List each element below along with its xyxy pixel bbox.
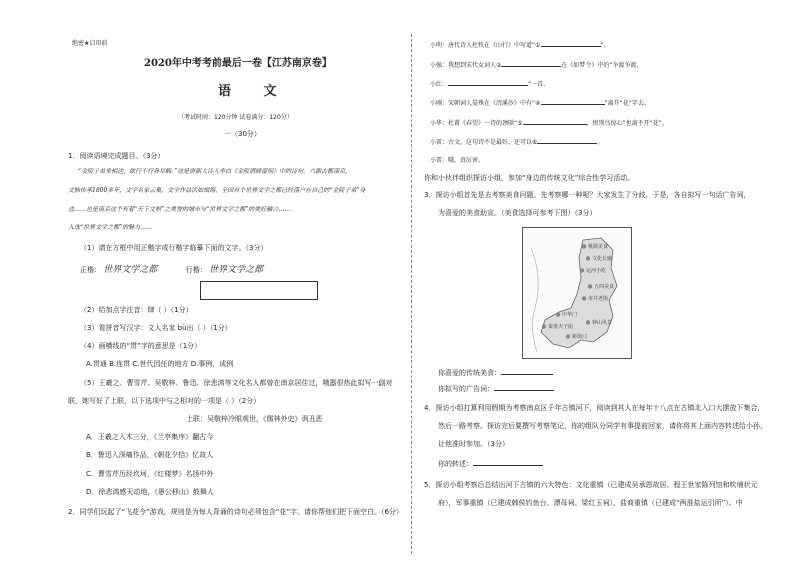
q3-stem-b: 为喜爱的美食助宣。（美食选择可参考下图）（3分） [438,209,597,217]
poem-line-7: 小雷：哦，真厉害。 [430,157,485,164]
map-pin-icon [582,244,586,248]
relay-blank[interactable] [473,465,543,466]
poem-line-3 [430,81,549,89]
poem-line-6-text: 小雷：古文，这句诗不是最好，还可以⑥ [430,139,538,146]
map-label: 中华门 [562,312,578,318]
q1-passage-2: 文脉传承1800多年，文学名家云集，文学作品浩如烟海，全国首个世界文学之都已经落户在自己的“金陵子弟”身 [68,187,366,194]
q5-stem-a: 5．探访小组考察后总结出河下古镇的六大特色：文化重镇（已建成吴承恩故居、程王世家陈列馆和吹埔状元 [424,481,758,489]
option-d[interactable]: D．徐悲鸿感天动地，《愚公移山》鼓舞人 [86,488,214,496]
food-map [522,227,632,359]
poem-line-1-end: ”。 [600,42,610,49]
column-divider [411,34,412,554]
poem-line-2-end: 在《如梦令》中的“争渡争渡， [561,62,643,69]
kaishu-row [80,265,263,276]
fav-food-label: 你喜爱的传统美食： [438,369,501,377]
map-region [541,238,617,348]
blank-2[interactable] [501,66,561,67]
q4-stem-c: 让他准时参加。（3分） [438,440,509,448]
poem-line-4-text: 小刚：宋朝词人晏殊在《浣溪沙》中有“④ [430,100,541,107]
q1-sub5-b: 联，她写好了上联，以下选项中与之相对的一项是（ ）（2分） [68,397,261,405]
exam-title: 2020年中考考前最后一卷【江苏南京卷】 [144,58,332,69]
map-label: 钟山风景 [592,320,613,326]
fav-food-blank[interactable] [501,374,553,375]
poem-line-5-end: ，恨别鸟惊心”也离不开“花”。 [586,120,668,127]
map-label: 文化长廊 [592,256,613,262]
xingshu-sample: 世界文学之都 [208,265,263,275]
poem-line-6-end: 。 [597,139,604,146]
q1-sub1: （1）请在方框中用正楷字或行楷字临摹下面的文字。（3分） [80,244,268,252]
secret-label: 绝密★启用前 [72,40,108,47]
poem-line-1-text: 小明：唐代诗人杜牧在《山行》中写道“① [430,42,541,49]
xingshu-label: 行楷： [185,266,207,274]
kaishu-sample: 世界文学之都 [103,265,158,275]
map-pin-icon [580,268,584,272]
poem-line-4-end: ”离开“花”字去。 [604,100,650,107]
q1-sub2: （2）给加点字注音：肆（ ）（1分） [80,306,193,314]
q1-sub3: （3）看拼音写汉字：文人名家 bù出（ ）（1分） [80,324,232,332]
blank-5[interactable] [523,124,587,125]
map-pin-icon [586,320,590,324]
poem-line-5 [430,120,668,128]
poem-line-4 [430,100,650,108]
poem-line-1 [430,42,610,50]
map-label: 桃源美食 [588,244,609,250]
map-pin-icon [566,334,570,338]
relay-row [438,460,543,469]
copy-box[interactable] [200,281,318,300]
map-pin-icon [582,296,586,300]
blank-1[interactable] [541,46,601,47]
map-pin-icon [556,312,560,316]
q1-sub5-a: （5）王羲之、曹雪芹、吴敬梓、鲁迅、徐悲鸿等文化名人都曾在南京居住过，哦嚣很热此拟写一副对 [80,379,393,387]
poem-line-2 [430,62,643,70]
map-label: 市井老街 [588,296,609,302]
option-a[interactable]: A．王羲之入木三分，《兰亭集序》翻古今 [86,433,214,441]
map-pin-icon [542,324,546,328]
ad-blank[interactable] [494,390,554,391]
blank-6[interactable] [537,143,597,144]
option-b[interactable]: B．鲁迅入深痛作品，《朝花夕拾》忆故人 [86,451,214,459]
map-label: 新街口 [572,334,588,340]
q1-stem: 1．阅读语境完成题目。（3分） [68,152,165,160]
river [531,248,538,352]
q1-passage-1: “金陵子弟来相送，欲行不行各尽觞。”这是唐朝大诗人李白《金陵酒肆留别》中的诗句。六朝古都南京， [78,168,352,175]
couplet-first-line: 上联：吴敬梓冷眼观世，《儒林外史》讽丑恶 [186,415,323,423]
blank-4[interactable] [541,104,605,105]
poem-line-3-text: 小红： [430,81,449,88]
fav-food-row [438,369,553,378]
q2-stem: 2．同学们玩起了“飞花令”游戏，规则是为每人背诵的诗句必须包含“花”字。请你帮他们把下面空白。（6分） [68,508,403,516]
blank-3[interactable] [448,85,528,86]
option-c[interactable]: C．曹雪芹历经坎坷，《红楼梦》名扬中外 [86,470,214,478]
ad-row [438,385,554,394]
subject-title: 语 文 [218,84,291,99]
right-column [424,0,767,562]
ad-label: 你拟写的广告词： [438,385,494,393]
poem-line-3-end: ”一首。 [528,81,550,88]
section-heading: 一（30分） [224,130,261,138]
map-label: 秦淮夫子庙 [548,324,574,330]
q1-passage-4: 入选“世界文学之都”的魅力…… [68,224,153,231]
map-drawing [523,228,631,358]
map-label: 运河小吃 [586,268,607,274]
exam-meta: （考试时间：120分钟 试卷满分：120分） [178,114,293,121]
map-label: 五四美食 [594,284,615,290]
q4-stem-a: 4．探访小组打算利用假期为考察南京区千年古镇河下，阅读到其人在每年十八点在古镇北入口大摆放下集合， [424,404,765,412]
q1-passage-3: 边……也是南京这个有着“天下文枢”之美誉的城市与“世界文学之都”的美好融合…… [68,206,291,213]
kaishu-label: 正楷： [80,266,101,274]
q5-stem-b: 府），军事重镇（已建成韩侯钓鱼台、漂母祠、梁红玉祠），盐商重镇（已建成“两淮盐运引所”）。中 [438,499,743,507]
q3-stem-a: 3．探访小组首先是去考察美食问题。先考察哪一种呢？大家发生了分歧，于是，各自拟写一句话广告词， [424,191,751,199]
q1-sub4-options: A.贯通 B.连贯 C.世代因任的地方 D.事例，成例 [86,360,234,368]
poem-line-2-text: 小强：我想到宋代女词人② [430,62,502,69]
poem-line-5-text: 小华：杜甫《春望》一诗的颈联“⑤ [430,120,523,127]
q4-stem-b: 然后一路考察。探访完后要撰写考察笔记，你的组队分同学有事提前回家，请你将其上面内容转述给小孙， [438,422,767,430]
q1-sub4: （4）画横线的“贯”字的意思是（1分） [80,342,202,350]
left-column [68,0,403,562]
poem-line-6 [430,139,603,147]
relay-label: 你的转述： [438,460,473,468]
activity-intro: 你和小伙伴组织探访小组，参加“身边的传统文化”综合性学习活动。 [424,174,635,182]
map-pin-icon [588,284,592,288]
map-pin-icon [586,256,590,260]
